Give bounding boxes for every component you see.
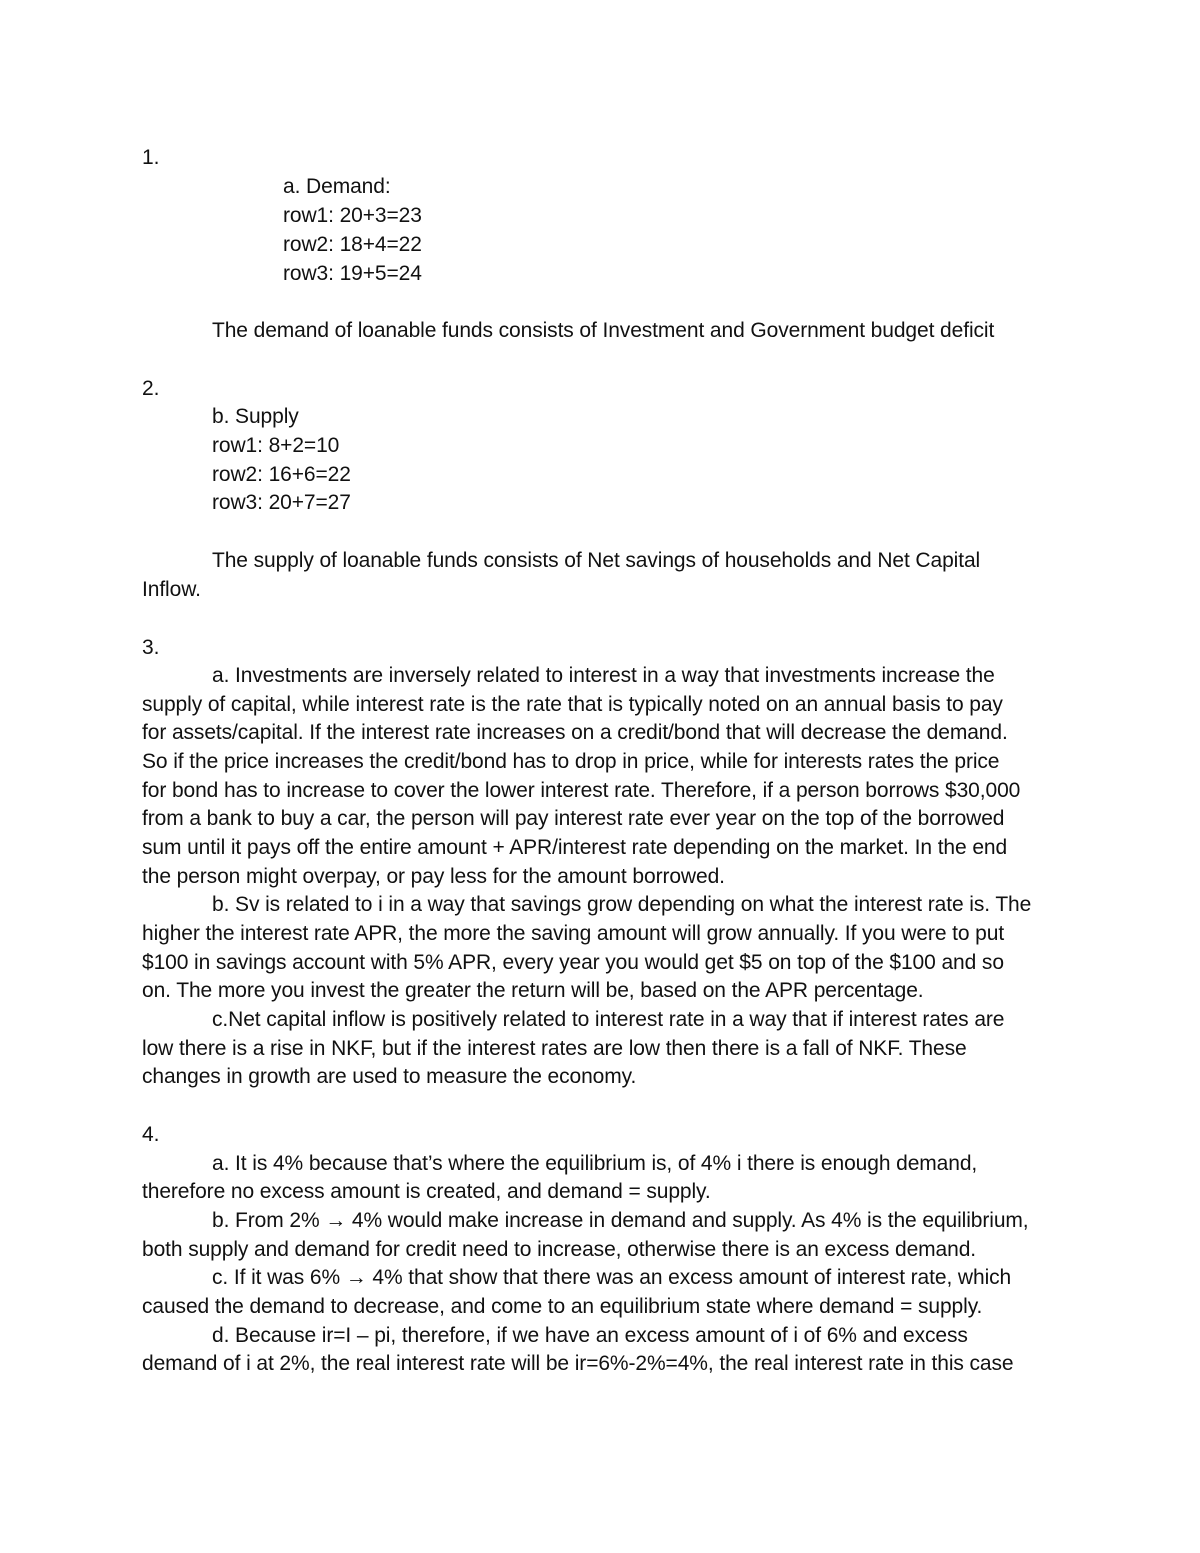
section-4-line: demand of i at 2%, the real interest rate will be ir=6%-2%=4%, the real interest rate in this case (142, 1352, 1014, 1375)
section-3-line: for bond has to increase to cover the lower interest rate. Therefore, if a person borrows $30,000 (142, 779, 1021, 802)
section-3-line: changes in growth are used to measure the economy. (142, 1065, 637, 1088)
section-3-line: So if the price increases the credit/bond has to drop in price, while for interests rates the price (142, 750, 1000, 773)
section-3-number: 3. (142, 636, 160, 659)
section-3-line: low there is a rise in NKF, but if the interest rates are low then there is a fall of NKF. These (142, 1037, 967, 1060)
section-1-heading: a. Demand: (283, 175, 391, 198)
section-2-row: row2: 16+6=22 (212, 463, 351, 486)
section-1-row: row2: 18+4=22 (283, 233, 422, 256)
section-3-line: c.Net capital inflow is positively related to interest rate in a way that if interest rates are (212, 1008, 1005, 1031)
section-3-line: higher the interest rate APR, the more the saving amount will grow annually. If you were to put (142, 922, 1005, 945)
section-3-line: the person might overpay, or pay less for the amount borrowed. (142, 865, 725, 888)
section-3-line: $100 in savings account with 5% APR, every year you would get $5 on top of the $100 and so (142, 951, 1004, 974)
section-4-line: b. From 2% → 4% would make increase in demand and supply. As 4% is the equilibrium, (212, 1209, 1029, 1232)
section-3-line: a. Investments are inversely related to interest in a way that investments increase the (212, 664, 995, 687)
section-1-row: row3: 19+5=24 (283, 262, 422, 285)
section-2-row: row3: 20+7=27 (212, 491, 351, 514)
section-4-line: c. If it was 6% → 4% that show that there was an excess amount of interest rate, which (212, 1266, 1012, 1289)
section-4-line: both supply and demand for credit need to increase, otherwise there is an excess demand. (142, 1238, 977, 1261)
section-2-note-line: The supply of loanable funds consists of Net savings of households and Net Capital (212, 549, 981, 572)
section-3-line: sum until it pays off the entire amount + APR/interest rate depending on the market. In the end (142, 836, 1008, 859)
section-2-heading: b. Supply (212, 405, 299, 428)
section-3-line: b. Sv is related to i in a way that savings grow depending on what the interest rate is. The (212, 893, 1032, 916)
section-2-row: row1: 8+2=10 (212, 434, 340, 457)
section-1-number: 1. (142, 146, 160, 169)
section-4-number: 4. (142, 1123, 160, 1146)
section-4-line: caused the demand to decrease, and come to an equilibrium state where demand = supply. (142, 1295, 983, 1318)
section-3-line: on. The more you invest the greater the return will be, based on the APR percentage. (142, 979, 924, 1002)
section-1-row: row1: 20+3=23 (283, 204, 422, 227)
section-3-line: for assets/capital. If the interest rate increases on a credit/bond that will decrease the demand. (142, 721, 1008, 744)
section-2-note-line: Inflow. (142, 578, 201, 601)
section-1-note: The demand of loanable funds consists of Investment and Government budget deficit (212, 319, 995, 342)
section-3-line: supply of capital, while interest rate is the rate that is typically noted on an annual basis to pay (142, 693, 1003, 716)
section-4-line: d. Because ir=I – pi, therefore, if we have an excess amount of i of 6% and excess (212, 1324, 968, 1347)
section-4-line: a. It is 4% because that’s where the equilibrium is, of 4% i there is enough demand, (212, 1152, 978, 1175)
section-3-line: from a bank to buy a car, the person will pay interest rate ever year on the top of the borrowed (142, 807, 1005, 830)
section-4-line: therefore no excess amount is created, and demand = supply. (142, 1180, 711, 1203)
section-2-number: 2. (142, 377, 160, 400)
